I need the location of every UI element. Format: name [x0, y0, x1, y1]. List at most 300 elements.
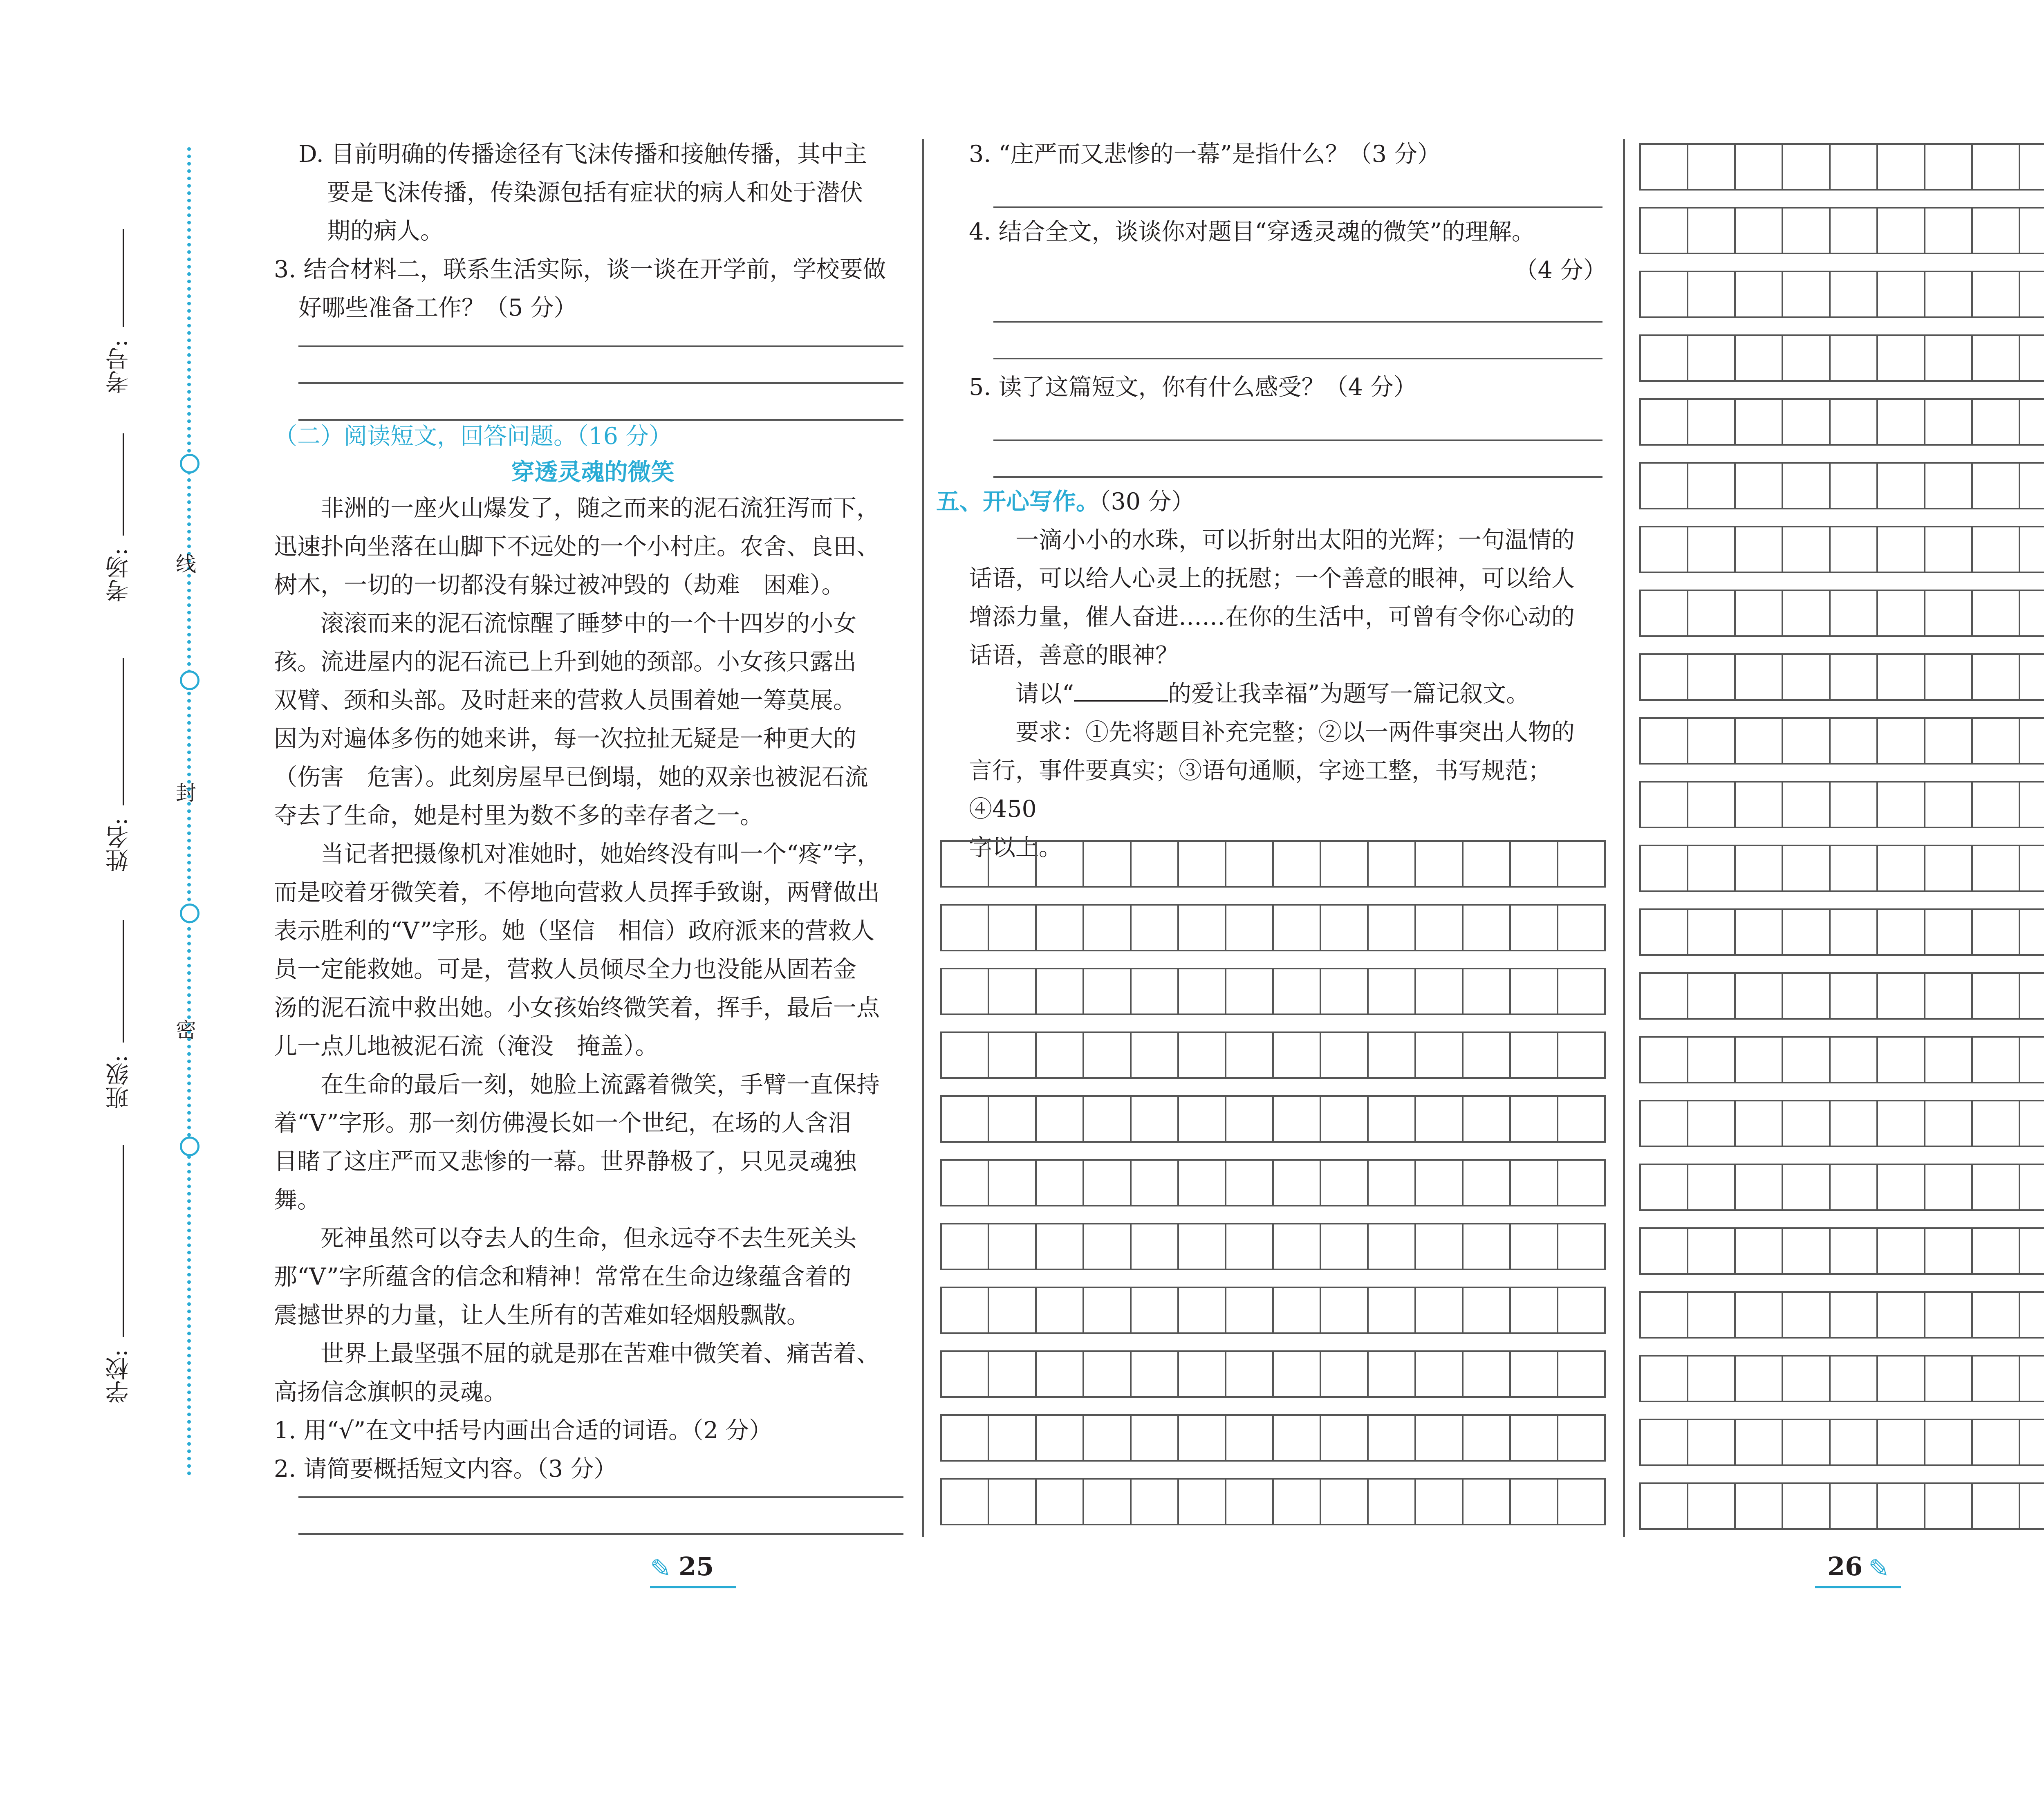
grid-cell[interactable]: [1925, 1227, 1973, 1275]
grid-cell[interactable]: [1973, 207, 2020, 254]
grid-cell[interactable]: [1037, 1287, 1084, 1334]
grid-cell[interactable]: [1973, 1419, 2020, 1466]
grid-cell[interactable]: [1973, 271, 2020, 318]
grid-cell[interactable]: [2020, 1419, 2044, 1466]
grid-cell[interactable]: [1878, 1036, 1925, 1083]
grid-cell[interactable]: [1179, 1287, 1226, 1334]
grid-cell[interactable]: [1831, 908, 1878, 956]
grid-cell[interactable]: [1831, 590, 1878, 637]
grid-cell[interactable]: [1831, 781, 1878, 828]
grid-cell[interactable]: [1226, 1223, 1274, 1270]
grid-cell[interactable]: [1973, 653, 2020, 701]
grid-cell[interactable]: [1831, 398, 1878, 446]
grid-cell[interactable]: [1688, 1164, 1736, 1211]
grid-cell[interactable]: [1688, 781, 1736, 828]
grid-cell[interactable]: [989, 840, 1037, 888]
grid-cell[interactable]: [1736, 526, 1783, 573]
grid-cell[interactable]: [1641, 271, 1688, 318]
grid-cell[interactable]: [1416, 968, 1464, 1015]
grid-cell[interactable]: [1831, 1036, 1878, 1083]
grid-cell[interactable]: [1641, 653, 1688, 701]
grid-cell[interactable]: [2020, 1100, 2044, 1147]
grid-cell[interactable]: [989, 1159, 1037, 1206]
grid-cell[interactable]: [1641, 1100, 1688, 1147]
grid-cell[interactable]: [1274, 968, 1321, 1015]
grid-cell[interactable]: [1925, 143, 1973, 191]
grid-cell[interactable]: [1511, 1350, 1558, 1398]
grid-cell[interactable]: [1132, 1414, 1179, 1462]
grid-cell[interactable]: [2020, 717, 2044, 765]
grid-cell[interactable]: [1511, 968, 1558, 1015]
grid-cell[interactable]: [1274, 1223, 1321, 1270]
grid-cell[interactable]: [1783, 334, 1831, 382]
grid-cell[interactable]: [1973, 143, 2020, 191]
answer-line[interactable]: [298, 1496, 903, 1498]
grid-cell[interactable]: [1416, 904, 1464, 951]
grid-cell[interactable]: [1736, 398, 1783, 446]
grid-cell[interactable]: [1783, 1419, 1831, 1466]
grid-cell[interactable]: [1925, 653, 1973, 701]
grid-cell[interactable]: [1641, 845, 1688, 892]
grid-cell[interactable]: [1558, 1223, 1606, 1270]
grid-cell[interactable]: [1736, 334, 1783, 382]
grid-cell[interactable]: [1558, 1478, 1606, 1525]
grid-cell[interactable]: [1274, 1159, 1321, 1206]
grid-cell[interactable]: [1037, 1031, 1084, 1079]
grid-cell[interactable]: [1783, 526, 1831, 573]
grid-cell[interactable]: [989, 904, 1037, 951]
grid-cell[interactable]: [1878, 271, 1925, 318]
grid-cell[interactable]: [1641, 334, 1688, 382]
grid-cell[interactable]: [1688, 1355, 1736, 1402]
grid-cell[interactable]: [1973, 462, 2020, 509]
grid-cell[interactable]: [1641, 717, 1688, 765]
grid-cell[interactable]: [2020, 398, 2044, 446]
grid-cell[interactable]: [1688, 1482, 1736, 1530]
grid-cell[interactable]: [1831, 1291, 1878, 1339]
grid-cell[interactable]: [1783, 143, 1831, 191]
grid-cell[interactable]: [1321, 904, 1369, 951]
exam-room-field[interactable]: [123, 433, 124, 536]
school-field[interactable]: [123, 1145, 124, 1337]
grid-cell[interactable]: [1641, 143, 1688, 191]
grid-cell[interactable]: [1084, 1095, 1132, 1143]
grid-cell[interactable]: [1973, 717, 2020, 765]
grid-cell[interactable]: [1226, 1159, 1274, 1206]
grid-cell[interactable]: [2020, 845, 2044, 892]
grid-cell[interactable]: [1464, 1350, 1511, 1398]
grid-cell[interactable]: [1274, 840, 1321, 888]
answer-line[interactable]: [993, 439, 1602, 441]
grid-cell[interactable]: [1321, 968, 1369, 1015]
grid-cell[interactable]: [1179, 1031, 1226, 1079]
grid-cell[interactable]: [942, 1031, 989, 1079]
grid-cell[interactable]: [1688, 972, 1736, 1020]
grid-cell[interactable]: [1369, 1223, 1416, 1270]
grid-cell[interactable]: [1736, 271, 1783, 318]
grid-cell[interactable]: [1226, 1095, 1274, 1143]
grid-cell[interactable]: [1783, 590, 1831, 637]
grid-cell[interactable]: [1973, 590, 2020, 637]
grid-cell[interactable]: [1783, 781, 1831, 828]
grid-cell[interactable]: [1878, 143, 1925, 191]
grid-cell[interactable]: [1736, 590, 1783, 637]
grid-cell[interactable]: [1641, 908, 1688, 956]
grid-cell[interactable]: [1783, 653, 1831, 701]
grid-cell[interactable]: [1558, 968, 1606, 1015]
grid-cell[interactable]: [2020, 1227, 2044, 1275]
grid-cell[interactable]: [1558, 1031, 1606, 1079]
grid-cell[interactable]: [1132, 1350, 1179, 1398]
grid-cell[interactable]: [1084, 1287, 1132, 1334]
grid-cell[interactable]: [1736, 653, 1783, 701]
grid-cell[interactable]: [1084, 1414, 1132, 1462]
grid-cell[interactable]: [1831, 1164, 1878, 1211]
grid-cell[interactable]: [1688, 653, 1736, 701]
grid-cell[interactable]: [1416, 1095, 1464, 1143]
name-field[interactable]: [123, 658, 124, 805]
grid-cell[interactable]: [1369, 1031, 1416, 1079]
grid-cell[interactable]: [1084, 1478, 1132, 1525]
grid-cell[interactable]: [1037, 968, 1084, 1015]
grid-cell[interactable]: [1641, 207, 1688, 254]
grid-cell[interactable]: [1369, 1478, 1416, 1525]
grid-cell[interactable]: [1274, 904, 1321, 951]
grid-cell[interactable]: [1641, 1291, 1688, 1339]
grid-cell[interactable]: [1925, 526, 1973, 573]
grid-cell[interactable]: [1973, 781, 2020, 828]
grid-cell[interactable]: [1037, 840, 1084, 888]
grid-cell[interactable]: [989, 1414, 1037, 1462]
grid-cell[interactable]: [1688, 1100, 1736, 1147]
grid-cell[interactable]: [1783, 462, 1831, 509]
grid-cell[interactable]: [1783, 207, 1831, 254]
grid-cell[interactable]: [1973, 526, 2020, 573]
grid-cell[interactable]: [1783, 908, 1831, 956]
grid-cell[interactable]: [1464, 1478, 1511, 1525]
grid-cell[interactable]: [1179, 1095, 1226, 1143]
grid-cell[interactable]: [1973, 1164, 2020, 1211]
grid-cell[interactable]: [1558, 1414, 1606, 1462]
grid-cell[interactable]: [1464, 1287, 1511, 1334]
grid-cell[interactable]: [1878, 1419, 1925, 1466]
grid-cell[interactable]: [1688, 590, 1736, 637]
grid-cell[interactable]: [1925, 398, 1973, 446]
grid-cell[interactable]: [1416, 1478, 1464, 1525]
grid-cell[interactable]: [942, 904, 989, 951]
grid-cell[interactable]: [1688, 1419, 1736, 1466]
grid-cell[interactable]: [1688, 1227, 1736, 1275]
grid-cell[interactable]: [1464, 1223, 1511, 1270]
grid-cell[interactable]: [1511, 904, 1558, 951]
grid-cell[interactable]: [1132, 904, 1179, 951]
grid-cell[interactable]: [1641, 972, 1688, 1020]
grid-cell[interactable]: [2020, 526, 2044, 573]
grid-cell[interactable]: [1464, 1095, 1511, 1143]
answer-line[interactable]: [993, 321, 1602, 323]
grid-cell[interactable]: [1925, 590, 1973, 637]
grid-cell[interactable]: [1925, 334, 1973, 382]
grid-cell[interactable]: [1274, 1095, 1321, 1143]
grid-cell[interactable]: [1464, 1031, 1511, 1079]
grid-cell[interactable]: [1688, 526, 1736, 573]
grid-cell[interactable]: [1831, 526, 1878, 573]
grid-cell[interactable]: [1321, 840, 1369, 888]
grid-cell[interactable]: [1179, 840, 1226, 888]
grid-cell[interactable]: [1973, 845, 2020, 892]
grid-cell[interactable]: [1688, 398, 1736, 446]
grid-cell[interactable]: [1416, 1350, 1464, 1398]
grid-cell[interactable]: [1226, 1478, 1274, 1525]
grid-cell[interactable]: [1783, 972, 1831, 1020]
grid-cell[interactable]: [1688, 908, 1736, 956]
grid-cell[interactable]: [1511, 840, 1558, 888]
grid-cell[interactable]: [1925, 271, 1973, 318]
grid-cell[interactable]: [1831, 462, 1878, 509]
grid-cell[interactable]: [1925, 908, 1973, 956]
grid-cell[interactable]: [1925, 1355, 1973, 1402]
grid-cell[interactable]: [2020, 1291, 2044, 1339]
grid-cell[interactable]: [1416, 1414, 1464, 1462]
grid-cell[interactable]: [1464, 1414, 1511, 1462]
grid-cell[interactable]: [1783, 1036, 1831, 1083]
grid-cell[interactable]: [1132, 1287, 1179, 1334]
grid-cell[interactable]: [1736, 717, 1783, 765]
grid-cell[interactable]: [1688, 271, 1736, 318]
grid-cell[interactable]: [1558, 1095, 1606, 1143]
grid-cell[interactable]: [989, 1095, 1037, 1143]
grid-cell[interactable]: [1464, 904, 1511, 951]
grid-cell[interactable]: [1558, 1350, 1606, 1398]
grid-cell[interactable]: [1831, 1227, 1878, 1275]
grid-cell[interactable]: [1179, 904, 1226, 951]
grid-cell[interactable]: [1831, 207, 1878, 254]
grid-cell[interactable]: [1831, 1100, 1878, 1147]
grid-cell[interactable]: [1688, 207, 1736, 254]
grid-cell[interactable]: [1641, 1227, 1688, 1275]
grid-cell[interactable]: [1831, 271, 1878, 318]
grid-cell[interactable]: [1464, 840, 1511, 888]
grid-cell[interactable]: [1925, 1291, 1973, 1339]
grid-cell[interactable]: [1973, 398, 2020, 446]
grid-cell[interactable]: [1688, 1291, 1736, 1339]
grid-cell[interactable]: [1132, 968, 1179, 1015]
grid-cell[interactable]: [1321, 1414, 1369, 1462]
grid-cell[interactable]: [1369, 1095, 1416, 1143]
grid-cell[interactable]: [2020, 1164, 2044, 1211]
grid-cell[interactable]: [1132, 1095, 1179, 1143]
grid-cell[interactable]: [1973, 1036, 2020, 1083]
grid-cell[interactable]: [1037, 904, 1084, 951]
grid-cell[interactable]: [1878, 398, 1925, 446]
grid-cell[interactable]: [2020, 972, 2044, 1020]
grid-cell[interactable]: [1132, 1223, 1179, 1270]
grid-cell[interactable]: [1831, 972, 1878, 1020]
answer-line[interactable]: [993, 476, 1602, 478]
grid-cell[interactable]: [1925, 717, 1973, 765]
grid-cell[interactable]: [1736, 1100, 1783, 1147]
grid-cell[interactable]: [1973, 1100, 2020, 1147]
grid-cell[interactable]: [1925, 781, 1973, 828]
grid-cell[interactable]: [1179, 1478, 1226, 1525]
grid-cell[interactable]: [1641, 1355, 1688, 1402]
grid-cell[interactable]: [942, 1287, 989, 1334]
grid-cell[interactable]: [1226, 840, 1274, 888]
grid-cell[interactable]: [1641, 398, 1688, 446]
grid-cell[interactable]: [1321, 1159, 1369, 1206]
grid-cell[interactable]: [1783, 1164, 1831, 1211]
grid-cell[interactable]: [1558, 1159, 1606, 1206]
grid-cell[interactable]: [1641, 1036, 1688, 1083]
grid-cell[interactable]: [1511, 1414, 1558, 1462]
grid-cell[interactable]: [1321, 1223, 1369, 1270]
grid-cell[interactable]: [942, 1478, 989, 1525]
grid-cell[interactable]: [1641, 1164, 1688, 1211]
grid-cell[interactable]: [1831, 1419, 1878, 1466]
grid-cell[interactable]: [1641, 781, 1688, 828]
grid-cell[interactable]: [942, 1095, 989, 1143]
grid-cell[interactable]: [1925, 1419, 1973, 1466]
grid-cell[interactable]: [1226, 1350, 1274, 1398]
grid-cell[interactable]: [1688, 462, 1736, 509]
grid-cell[interactable]: [1511, 1223, 1558, 1270]
grid-cell[interactable]: [1831, 653, 1878, 701]
grid-cell[interactable]: [1037, 1159, 1084, 1206]
grid-cell[interactable]: [1688, 717, 1736, 765]
grid-cell[interactable]: [2020, 207, 2044, 254]
answer-line[interactable]: [993, 206, 1602, 208]
grid-cell[interactable]: [1511, 1159, 1558, 1206]
grid-cell[interactable]: [1369, 840, 1416, 888]
grid-cell[interactable]: [1641, 1482, 1688, 1530]
grid-cell[interactable]: [1878, 1291, 1925, 1339]
grid-cell[interactable]: [1878, 653, 1925, 701]
grid-cell[interactable]: [1973, 1355, 2020, 1402]
grid-cell[interactable]: [1132, 1159, 1179, 1206]
grid-cell[interactable]: [989, 1350, 1037, 1398]
grid-cell[interactable]: [1925, 1036, 1973, 1083]
grid-cell[interactable]: [1369, 1350, 1416, 1398]
grid-cell[interactable]: [1783, 1482, 1831, 1530]
grid-cell[interactable]: [942, 1223, 989, 1270]
grid-cell[interactable]: [1736, 1419, 1783, 1466]
grid-cell[interactable]: [1736, 462, 1783, 509]
grid-cell[interactable]: [1084, 1223, 1132, 1270]
grid-cell[interactable]: [1688, 1036, 1736, 1083]
grid-cell[interactable]: [1641, 590, 1688, 637]
grid-cell[interactable]: [1736, 972, 1783, 1020]
grid-cell[interactable]: [1878, 1164, 1925, 1211]
grid-cell[interactable]: [1179, 1350, 1226, 1398]
grid-cell[interactable]: [1037, 1414, 1084, 1462]
answer-line[interactable]: [298, 382, 903, 384]
grid-cell[interactable]: [1736, 1164, 1783, 1211]
grid-cell[interactable]: [1226, 1031, 1274, 1079]
grid-cell[interactable]: [1783, 1291, 1831, 1339]
grid-cell[interactable]: [1037, 1478, 1084, 1525]
grid-cell[interactable]: [1736, 1227, 1783, 1275]
answer-line[interactable]: [298, 345, 903, 347]
grid-cell[interactable]: [1783, 1100, 1831, 1147]
grid-cell[interactable]: [1925, 207, 1973, 254]
grid-cell[interactable]: [1878, 1482, 1925, 1530]
grid-cell[interactable]: [1878, 207, 1925, 254]
grid-cell[interactable]: [1464, 1159, 1511, 1206]
grid-cell[interactable]: [942, 840, 989, 888]
grid-cell[interactable]: [1736, 143, 1783, 191]
grid-cell[interactable]: [1511, 1478, 1558, 1525]
grid-cell[interactable]: [1179, 1414, 1226, 1462]
grid-cell[interactable]: [2020, 271, 2044, 318]
grid-cell[interactable]: [1226, 1414, 1274, 1462]
grid-cell[interactable]: [1831, 1355, 1878, 1402]
grid-cell[interactable]: [1084, 840, 1132, 888]
grid-cell[interactable]: [989, 1287, 1037, 1334]
grid-cell[interactable]: [1369, 1159, 1416, 1206]
grid-cell[interactable]: [1641, 526, 1688, 573]
grid-cell[interactable]: [1973, 1291, 2020, 1339]
grid-cell[interactable]: [1831, 845, 1878, 892]
grid-cell[interactable]: [1321, 1095, 1369, 1143]
grid-cell[interactable]: [1511, 1031, 1558, 1079]
grid-cell[interactable]: [1558, 840, 1606, 888]
grid-cell[interactable]: [1321, 1350, 1369, 1398]
grid-cell[interactable]: [1973, 334, 2020, 382]
grid-cell[interactable]: [1783, 1227, 1831, 1275]
grid-cell[interactable]: [942, 1414, 989, 1462]
grid-cell[interactable]: [1369, 1287, 1416, 1334]
grid-cell[interactable]: [1511, 1287, 1558, 1334]
grid-cell[interactable]: [1132, 1478, 1179, 1525]
grid-cell[interactable]: [1736, 207, 1783, 254]
grid-cell[interactable]: [1037, 1095, 1084, 1143]
answer-line[interactable]: [298, 1533, 903, 1535]
title-blank[interactable]: [1074, 679, 1168, 702]
grid-cell[interactable]: [1783, 717, 1831, 765]
grid-cell[interactable]: [1084, 904, 1132, 951]
grid-cell[interactable]: [1369, 1414, 1416, 1462]
grid-cell[interactable]: [1783, 398, 1831, 446]
grid-cell[interactable]: [2020, 590, 2044, 637]
grid-cell[interactable]: [1274, 1414, 1321, 1462]
grid-cell[interactable]: [1226, 904, 1274, 951]
grid-cell[interactable]: [2020, 143, 2044, 191]
grid-cell[interactable]: [1831, 334, 1878, 382]
grid-cell[interactable]: [1179, 968, 1226, 1015]
grid-cell[interactable]: [1416, 1159, 1464, 1206]
grid-cell[interactable]: [1878, 717, 1925, 765]
grid-cell[interactable]: [1416, 1223, 1464, 1270]
grid-cell[interactable]: [1878, 334, 1925, 382]
grid-cell[interactable]: [1274, 1350, 1321, 1398]
grid-cell[interactable]: [1878, 590, 1925, 637]
grid-cell[interactable]: [2020, 1036, 2044, 1083]
grid-cell[interactable]: [1179, 1223, 1226, 1270]
grid-cell[interactable]: [1973, 908, 2020, 956]
grid-cell[interactable]: [989, 1223, 1037, 1270]
grid-cell[interactable]: [2020, 908, 2044, 956]
grid-cell[interactable]: [1226, 1287, 1274, 1334]
grid-cell[interactable]: [1037, 1350, 1084, 1398]
grid-cell[interactable]: [1925, 1482, 1973, 1530]
grid-cell[interactable]: [1925, 1164, 1973, 1211]
grid-cell[interactable]: [1084, 1159, 1132, 1206]
grid-cell[interactable]: [989, 968, 1037, 1015]
grid-cell[interactable]: [1973, 1482, 2020, 1530]
grid-cell[interactable]: [1831, 143, 1878, 191]
grid-cell[interactable]: [1416, 1287, 1464, 1334]
grid-cell[interactable]: [1511, 1095, 1558, 1143]
